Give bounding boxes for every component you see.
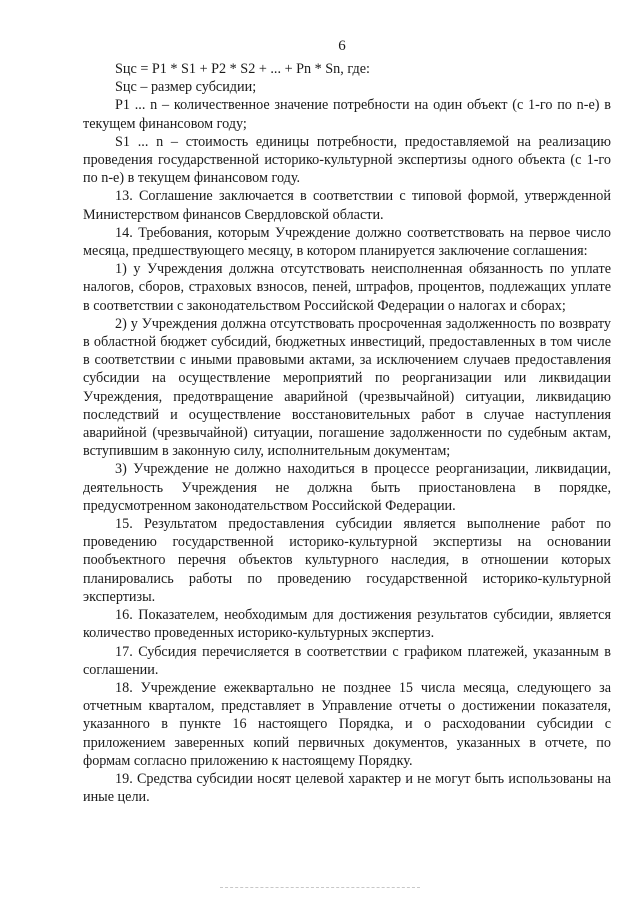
paragraph-14-item-2: 2) у Учреждения должна отсутствовать просроченная задолженность по возврату в областной бюджет субсидий, бюджетных инвестиций, предоставленных в том числе в соответствии с иными правовыми актами, за исключением случаев предоставления субсидии на осуществление мероприятий по реорганизации или ликвидации Учреждения, предотвращение аварийной (чрезвычайной) ситуации, ликвидацию последствий и осуществление восстановительных работ в случае наступления аварийной (чрезвычайной) ситуации, погашение задолженности по судебным актам, вступившим в законную силу, исполнительным документам; [83,315,611,460]
paragraph-15: 15. Результатом предоставления субсидии является выполнение работ по проведению государственной историко-культурной экспертизы на основании пообъектного перечня объектов культурного наследия, в отношении которых планировались работы по проведению государственной историко-культурной экспертизы. [83,516,611,605]
paragraph-17: 17. Субсидия перечисляется в соответствии с графиком платежей, указанным в соглашении. [83,643,611,678]
paragraph-18: 18. Учреждение ежеквартально не позднее 15 числа месяца, следующего за отчетным кварталом, представляет в Управление отчеты о достижении показателя, указанного в пункте 16 настоящего Порядка, и о расходовании субсидии с приложением заверенных копий первичных документов, указанных в отчете, по формам согласно приложению к настоящему Порядку. [83,679,611,769]
paragraph-14-item-1: 1) у Учреждения должна отсутствовать неисполненная обязанность по уплате налогов, сборов, страховых взносов, пеней, штрафов, процентов, подлежащих уплате в соответствии с законодательством Российской Федерации о налогах и сборах; [83,261,611,314]
paragraph-13: 13. Соглашение заключается в соответствии с типовой формой, утвержденной Министерством финансов Свердловской области. [83,188,611,223]
paragraph-p-definition: P1 ... n – количественное значение потребности на один объект (с 1-го по n-е) в текущем финансовом году; [83,97,611,132]
paragraph-16: 16. Показателем, необходимым для достижения результатов субсидии, является количество проведенных историко-культурных экспертиз. [83,607,611,642]
paragraph-s-definition: S1 ... n – стоимость единицы потребности, предоставляемой на реализацию проведения государственной историко-культурной экспертизы одного объекта (с 1-го по n-е) в текущем финансовом году. [83,133,611,187]
paragraph-14-item-3: 3) Учреждение не должно находиться в процессе реорганизации, ликвидации, деятельность Учреждения не должна быть приостановлена в порядке, предусмотренном законодательством Российской Федерации. [83,461,611,514]
paragraph-14: 14. Требования, которым Учреждение должно соответствовать на первое число месяца, предшествующего месяцу, в котором планируется заключение соглашения: [83,224,611,260]
scan-artifact-line [220,887,420,888]
formula-paragraph: Sцс = P1 * S1 + P2 * S2 + ... + Pn * Sn, где: [115,61,370,77]
page-number: 6 [338,38,346,54]
paragraph-19: 19. Средства субсидии носят целевой характер и не могут быть использованы на иные цели. [83,770,611,806]
document-body [83,60,611,806]
paragraph-sub-size: Sцс – размер субсидии; [115,79,257,96]
